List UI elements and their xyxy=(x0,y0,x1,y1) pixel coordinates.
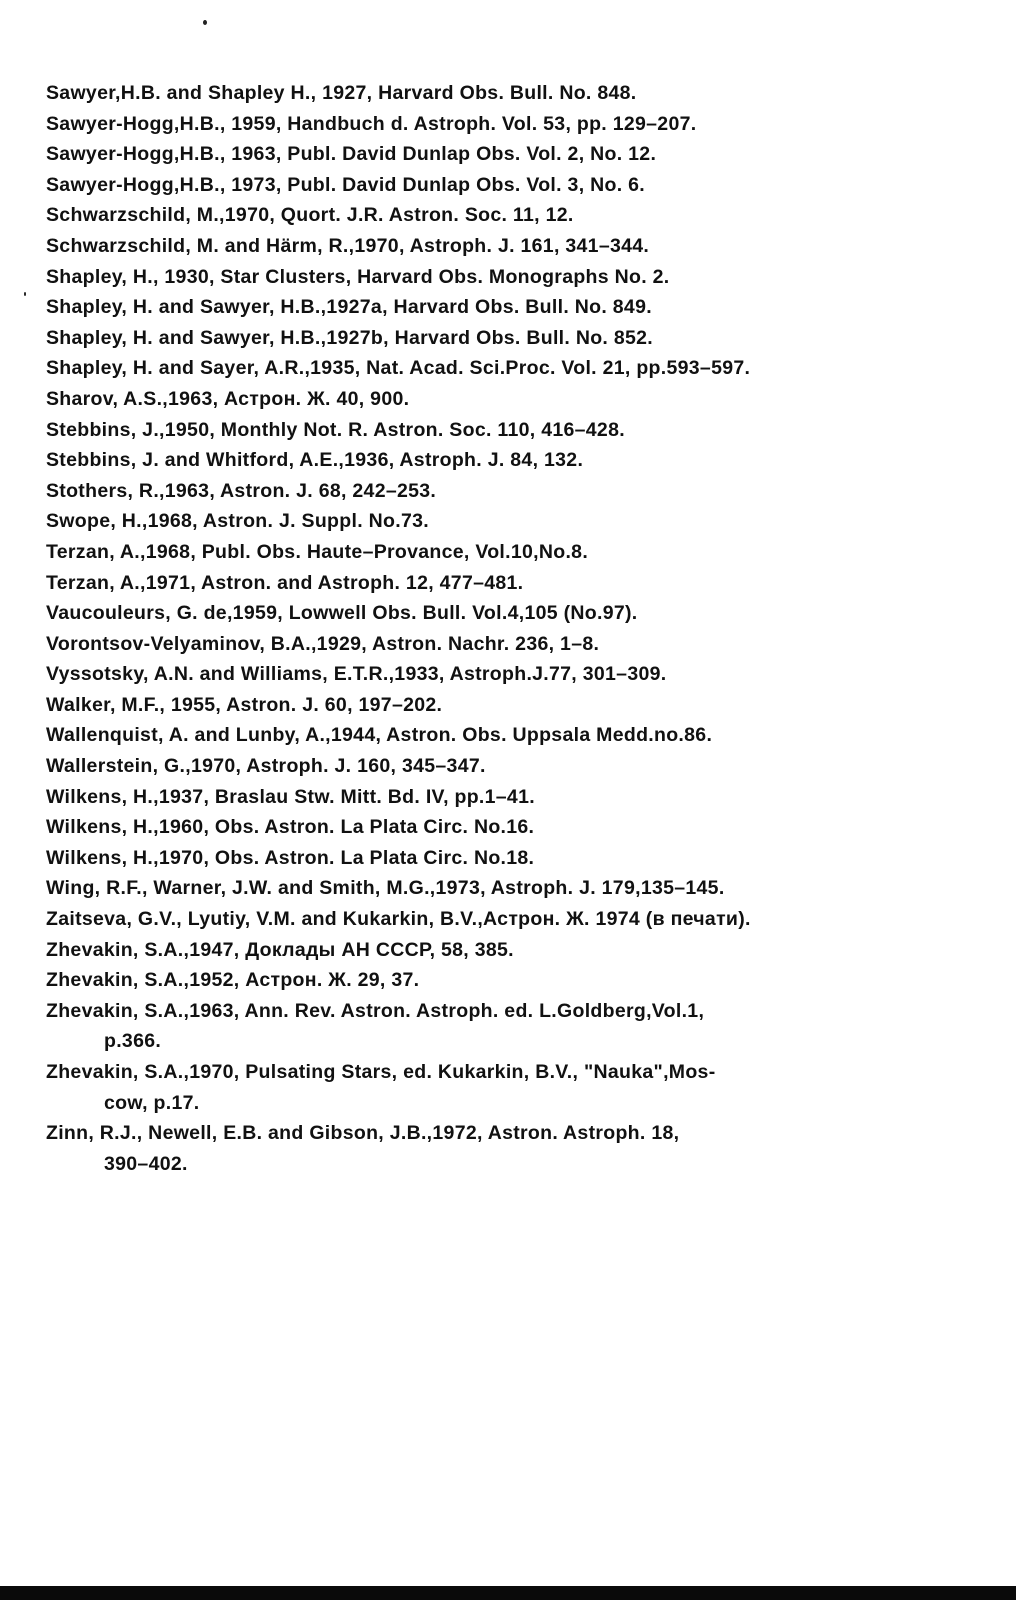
reference-text: Zhevakin, S.A.,1952, Астрон. Ж. 29, 37. xyxy=(46,969,420,992)
reference-text: Schwarzschild, M. and Härm, R.,1970, Astroph. J. 161, 341–344. xyxy=(46,234,650,257)
reference-entry xyxy=(46,231,976,262)
reference-text: Shapley, H. and Sawyer, H.B.,1927b, Harvard Obs. Bull. No. 852. xyxy=(46,326,654,349)
reference-text: Zinn, R.J., Newell, E.B. and Gibson, J.B.,1972, Astron. Astroph. 18, xyxy=(46,1122,680,1145)
reference-text: Shapley, H. and Sawyer, H.B.,1927a, Harvard Obs. Bull. No. 849. xyxy=(46,296,652,319)
reference-entry xyxy=(46,537,976,568)
reference-entry xyxy=(46,629,976,660)
reference-text: Sawyer-Hogg,H.B., 1959, Handbuch d. Astroph. Vol. 53, pp. 129–207. xyxy=(46,112,697,135)
reference-entry xyxy=(46,873,976,904)
reference-continuation: 390–402. xyxy=(104,1152,188,1175)
reference-text: Sharov, A.S.,1963, Астрон. Ж. 40, 900. xyxy=(46,387,410,410)
reference-text: Wallerstein, G.,1970, Astroph. J. 160, 345–347. xyxy=(46,755,486,778)
reference-entry xyxy=(46,812,976,843)
reference-entry xyxy=(46,78,976,109)
reference-entry xyxy=(46,843,976,874)
reference-text: Terzan, A.,1968, Publ. Obs. Haute–Provance, Vol.10,No.8. xyxy=(46,540,589,563)
reference-entry xyxy=(46,506,976,537)
reference-entry xyxy=(46,384,976,415)
reference-entry xyxy=(46,139,976,170)
reference-text: Sawyer-Hogg,H.B., 1973, Publ. David Dunlap Obs. Vol. 3, No. 6. xyxy=(46,173,646,196)
reference-text: Wing, R.F., Warner, J.W. and Smith, M.G.,1973, Astroph. J. 179,135–145. xyxy=(46,877,725,900)
reference-text: Zhevakin, S.A.,1947, Доклады АН СССР, 58, 385. xyxy=(46,938,514,961)
reference-text: Shapley, H., 1930, Star Clusters, Harvard Obs. Monographs No. 2. xyxy=(46,265,670,288)
reference-text: Stebbins, J. and Whitford, A.E.,1936, Astroph. J. 84, 132. xyxy=(46,449,584,472)
scan-speck xyxy=(203,20,207,25)
reference-entry xyxy=(46,323,976,354)
reference-entry xyxy=(46,170,976,201)
reference-text: Swope, H.,1968, Astron. J. Suppl. No.73. xyxy=(46,510,429,533)
reference-entry xyxy=(46,720,976,751)
reference-text: Walker, M.F., 1955, Astron. J. 60, 197–202. xyxy=(46,693,443,716)
reference-text: Vyssotsky, A.N. and Williams, E.T.R.,1933, Astroph.J.77, 301–309. xyxy=(46,663,667,686)
reference-entry xyxy=(46,353,976,384)
reference-entry xyxy=(46,476,976,507)
reference-text: Vaucouleurs, G. de,1959, Lowwell Obs. Bull. Vol.4,105 (No.97). xyxy=(46,602,638,625)
reference-text: Terzan, A.,1971, Astron. and Astroph. 12, 477–481. xyxy=(46,571,524,594)
reference-entry xyxy=(46,200,976,231)
reference-text: Zhevakin, S.A.,1970, Pulsating Stars, ed. Kukarkin, B.V., "Nauka",Mos- xyxy=(46,1061,716,1083)
reference-entry xyxy=(46,1057,976,1118)
reference-entry xyxy=(46,568,976,599)
reference-entry xyxy=(46,292,976,323)
reference-text: Wallenquist, A. and Lunby, A.,1944, Astron. Obs. Uppsala Medd.no.86. xyxy=(46,724,713,747)
reference-text: Sawyer,H.B. and Shapley H., 1927, Harvard Obs. Bull. No. 848. xyxy=(46,82,637,104)
reference-text: Schwarzschild, M.,1970, Quort. J.R. Astron. Soc. 11, 12. xyxy=(46,204,574,227)
reference-entry xyxy=(46,598,976,629)
scan-bottom-edge xyxy=(0,1586,1016,1600)
reference-text: Wilkens, H.,1970, Obs. Astron. La Plata Circ. No.18. xyxy=(46,846,535,869)
reference-list xyxy=(46,78,976,1179)
reference-entry xyxy=(46,996,976,1057)
reference-continuation: p.366. xyxy=(104,1030,162,1053)
reference-text: Wilkens, H.,1960, Obs. Astron. La Plata Circ. No.16. xyxy=(46,816,535,839)
scan-speck xyxy=(24,292,26,296)
reference-text: Stebbins, J.,1950, Monthly Not. R. Astron. Soc. 110, 416–428. xyxy=(46,418,625,441)
reference-text: Zhevakin, S.A.,1963, Ann. Rev. Astron. Astroph. ed. L.Goldberg,Vol.1, xyxy=(46,999,705,1022)
reference-entry xyxy=(46,935,976,966)
reference-text: Shapley, H. and Sayer, A.R.,1935, Nat. Acad. Sci.Proc. Vol. 21, pp.593–597. xyxy=(46,357,751,380)
reference-text: Stothers, R.,1963, Astron. J. 68, 242–253. xyxy=(46,479,437,502)
reference-entry xyxy=(46,690,976,721)
reference-entry xyxy=(46,415,976,446)
reference-continuation: cow, p.17. xyxy=(104,1091,200,1114)
reference-text: Vorontsov-Velyaminov, B.A.,1929, Astron. Nachr. 236, 1–8. xyxy=(46,632,600,655)
reference-entry xyxy=(46,262,976,293)
reference-text: Zaitseva, G.V., Lyutiy, V.M. and Kukarkin, B.V.,Астрон. Ж. 1974 (в печати). xyxy=(46,908,751,931)
reference-text: Sawyer-Hogg,H.B., 1963, Publ. David Dunlap Obs. Vol. 2, No. 12. xyxy=(46,143,657,166)
reference-entry xyxy=(46,782,976,813)
reference-text: Wilkens, H.,1937, Braslau Stw. Mitt. Bd. IV, pp.1–41. xyxy=(46,785,535,808)
reference-entry xyxy=(46,965,976,996)
reference-entry xyxy=(46,1118,976,1179)
reference-entry xyxy=(46,659,976,690)
reference-entry xyxy=(46,904,976,935)
reference-entry xyxy=(46,751,976,782)
reference-entry xyxy=(46,109,976,140)
reference-entry xyxy=(46,445,976,476)
